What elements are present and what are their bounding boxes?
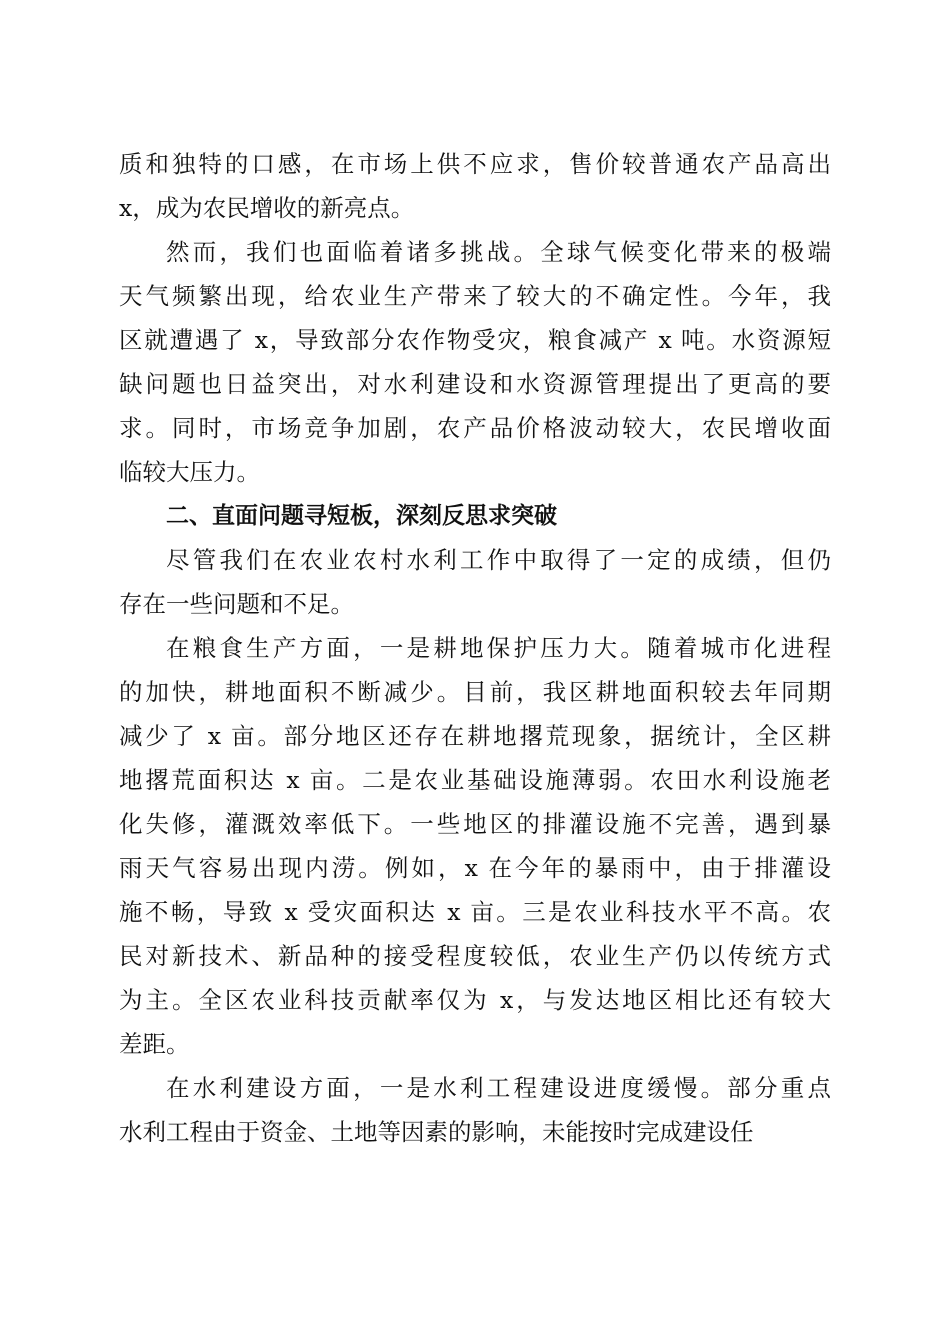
section-heading: [119, 494, 831, 538]
paragraph-line: 质和独特的口感，在市场上供不应求，售价较普通农产品高出: [119, 150, 831, 178]
paragraph-line: 差距。: [119, 1030, 190, 1058]
paragraph-line: 地撂荒面积达 x 亩。二是农业基础设施薄弱。农田水利设施老: [119, 766, 831, 794]
paragraph-line: x，成为农民增收的新亮点。: [119, 194, 415, 222]
paragraph: [119, 1066, 831, 1154]
paragraph-line: 减少了 x 亩。部分地区还存在耕地撂荒现象，据统计，全区耕: [119, 722, 831, 750]
paragraph: [119, 626, 831, 1066]
paragraph: [119, 230, 831, 494]
paragraph-line: 临较大压力。: [119, 458, 260, 486]
paragraph-line: 的加快，耕地面积不断减少。目前，我区耕地面积较去年同期: [119, 678, 831, 706]
paragraph-line: 在粮食生产方面，一是耕地保护压力大。随着城市化进程: [166, 634, 831, 662]
paragraph-line: 然而，我们也面临着诸多挑战。全球气候变化带来的极端: [166, 238, 831, 266]
paragraph-line: 雨天气容易出现内涝。例如，x 在今年的暴雨中，由于排灌设: [119, 854, 831, 882]
paragraph-line: 天气频繁出现，给农业生产带来了较大的不确定性。今年，我: [119, 282, 831, 310]
paragraph-line: 区就遭遇了 x，导致部分农作物受灾，粮食减产 x 吨。水资源短: [119, 326, 831, 354]
paragraph-line: 民对新技术、新品种的接受程度较低，农业生产仍以传统方式: [119, 942, 831, 970]
paragraph-line: 施不畅，导致 x 受灾面积达 x 亩。三是农业科技水平不高。农: [119, 898, 831, 926]
paragraph: [119, 538, 831, 626]
paragraph-line: 求。同时，市场竞争加剧，农产品价格波动较大，农民增收面: [119, 414, 831, 442]
paragraph-line: 在水利建设方面，一是水利工程建设进度缓慢。部分重点: [166, 1074, 831, 1102]
paragraph-line: 为主。全区农业科技贡献率仅为 x，与发达地区相比还有较大: [119, 986, 831, 1014]
paragraph-line: 存在一些问题和不足。: [119, 590, 354, 618]
paragraph-line: 尽管我们在农业农村水利工作中取得了一定的成绩，但仍: [166, 546, 831, 574]
paragraph-line: 水利工程由于资金、土地等因素的影响，未能按时完成建设任: [119, 1118, 754, 1146]
paragraph: [119, 142, 831, 230]
heading-text: 二、直面问题寻短板，深刻反思求突破: [166, 503, 557, 529]
paragraph-line: 化失修，灌溉效率低下。一些地区的排灌设施不完善，遇到暴: [119, 810, 831, 838]
paragraph-line: 缺问题也日益突出，对水利建设和水资源管理提出了更高的要: [119, 370, 831, 398]
document-body: [119, 142, 831, 1154]
